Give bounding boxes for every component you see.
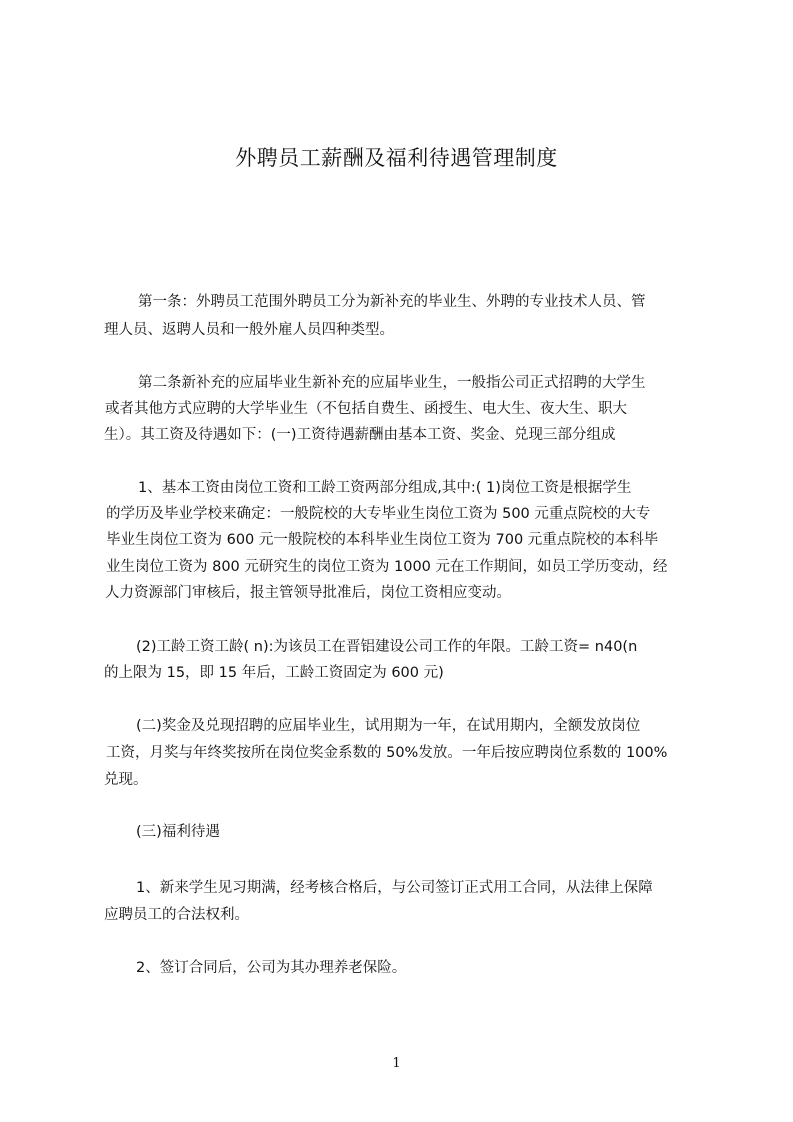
item-1-line-3: 毕业生岗位工资为 600 元一般院校的本科毕业生岗位工资为 700 元重点院校的本科毕	[106, 532, 659, 548]
article-2-line-1: 第二条新补充的应届毕业生新补充的应届毕业生，一般指公司正式招聘的大学生	[138, 375, 646, 391]
article-1-line-2: 理人员、返聘人员和一般外雇人员四种类型。	[104, 322, 394, 338]
item-1-line-2: 的学历及毕业学校来确定：一般院校的大专毕业生岗位工资为 500 元重点院校的大专	[106, 506, 651, 522]
section-2-line-1: (二)奖金及兑现招聘的应届毕业生，试用期为一年，在试用期内，全额发放岗位	[136, 718, 641, 734]
item-2-line-1: (2)工龄工资工龄( n):为该员工在晋铝建设公司工作的年限。工龄工资= n40(n	[136, 639, 638, 655]
welfare-item-2-line-1: 2、签订合同后，公司为其办理养老保险。	[136, 960, 407, 976]
item-1-line-1: 1、基本工资由岗位工资和工龄工资两部分组成,其中:( 1)岗位工资是根据学生	[138, 480, 632, 496]
item-1-line-4: 业生岗位工资为 800 元研究生的岗位工资为 1000 元在工作期间，如员工学历变动，经	[106, 559, 668, 575]
article-2-line-2: 或者其他方式应聘的大学毕业生（不包括自费生、函授生、电大生、夜大生、职大	[105, 401, 627, 417]
item-1-line-5: 人力资源部门审核后，报主管领导批准后，岗位工资相应变动。	[105, 585, 511, 601]
welfare-item-1-line-1: 1、新来学生见习期满，经考核合格后，与公司签订正式用工合同，从法律上保障	[136, 880, 653, 896]
document-title: 外聘员工薪酬及福利待遇管理制度	[235, 146, 558, 170]
section-3-heading: (三)福利待遇	[136, 824, 220, 840]
item-2-line-2: 的上限为 15，即 15 年后，工龄工资固定为 600 元)	[104, 665, 444, 681]
article-2-line-3: 生）。其工资及待遇如下：(一)工资待遇薪酬由基本工资、奖金、兑现三部分组成	[104, 427, 616, 443]
section-2-line-2: 工资，月奖与年终奖按所在岗位奖金系数的 50%发放。一年后按应聘岗位系数的 100%	[106, 745, 668, 761]
section-2-line-3: 兑现。	[104, 772, 148, 788]
welfare-item-1-line-2: 应聘员工的合法权利。	[104, 907, 249, 923]
article-1-line-1: 第一条：外聘员工范围外聘员工分为新补充的毕业生、外聘的专业技术人员、管	[138, 294, 646, 310]
page-number: 1	[392, 1056, 401, 1071]
